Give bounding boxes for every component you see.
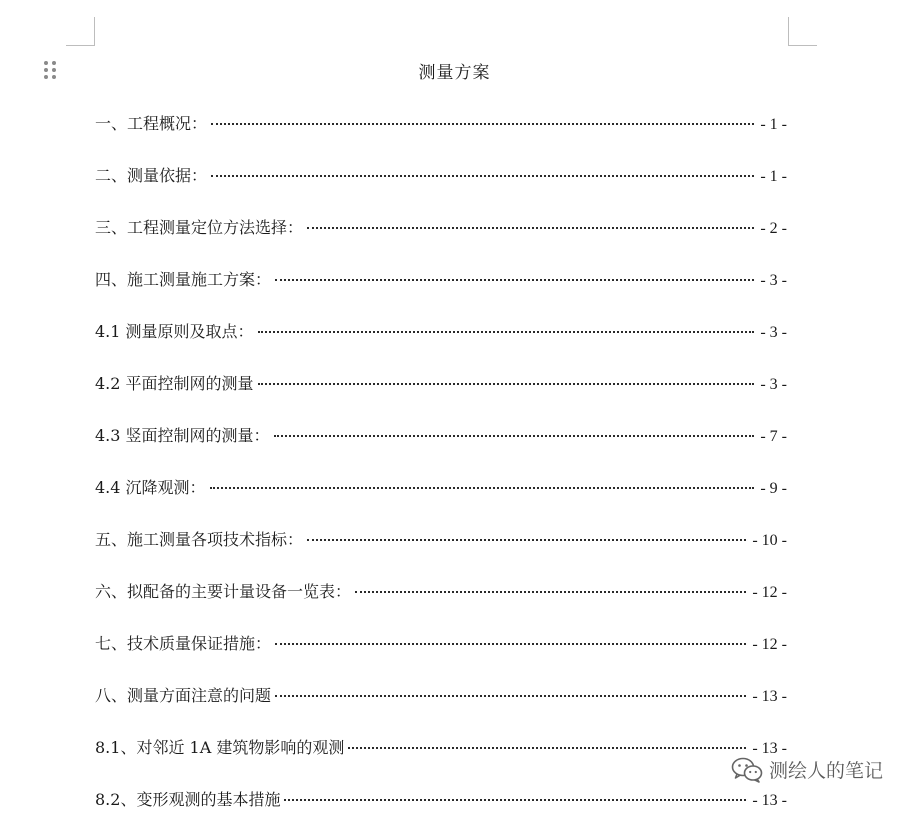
toc-entry-text: 四、施工测量施工方案： (95, 270, 272, 289)
toc-entry-text: 4.4 沉降观测： (95, 478, 206, 497)
toc-dot-leader (211, 123, 754, 125)
toc-page-number: - 3 - (760, 376, 787, 393)
toc-entry-text: 8.2、变形观测的基本措施 (95, 790, 281, 809)
toc-page-number: - 13 - (752, 740, 787, 757)
toc-entry-text: 8.1、对邻近 1A 建筑物影响的观测 (95, 738, 345, 757)
toc-dot-leader (275, 643, 746, 645)
toc-dot-leader (275, 695, 746, 697)
watermark (731, 756, 883, 783)
wechat-icon (731, 757, 763, 783)
toc-entry[interactable] (95, 111, 787, 163)
document-title: 测量方案 (418, 63, 491, 83)
toc-entry-text: 4.2 平面控制网的测量 (95, 374, 254, 393)
toc-dot-leader (275, 279, 754, 281)
toc-page-number: - 13 - (752, 792, 787, 809)
toc-page-number: - 7 - (760, 428, 787, 445)
toc-page-number: - 1 - (760, 168, 787, 185)
toc-entry-text: 4.3 竖面控制网的测量： (95, 426, 270, 445)
toc-page-number: - 3 - (760, 324, 787, 341)
toc-entry[interactable] (95, 423, 787, 475)
toc-dot-leader (284, 799, 746, 801)
toc-dot-leader (258, 331, 755, 333)
toc-entry-text: 五、施工测量各项技术指标： (95, 530, 304, 549)
toc-entry[interactable] (95, 371, 787, 423)
toc-page-number: - 13 - (752, 688, 787, 705)
toc-entry[interactable] (95, 475, 787, 527)
page-corner-mark-top-right (788, 17, 817, 46)
toc-dot-leader (355, 591, 746, 593)
toc-entry-text: 4.1 测量原则及取点： (95, 322, 254, 341)
toc-page-number: - 3 - (760, 272, 787, 289)
toc-page-number: - 12 - (752, 584, 787, 601)
toc-entry[interactable] (95, 787, 787, 839)
toc-entry-text: 八、测量方面注意的问题 (95, 686, 272, 705)
toc-dot-leader (258, 383, 755, 385)
toc-entry-text: 一、工程概况： (95, 114, 208, 133)
toc-entry-text: 三、工程测量定位方法选择： (95, 218, 304, 237)
table-of-contents (95, 111, 787, 839)
page-corner-mark-top-left (66, 17, 95, 46)
toc-entry[interactable] (95, 267, 787, 319)
toc-entry[interactable] (95, 215, 787, 267)
toc-dot-leader (210, 487, 755, 489)
toc-dot-leader (211, 175, 754, 177)
toc-entry[interactable] (95, 163, 787, 215)
toc-entry[interactable] (95, 527, 787, 579)
toc-page-number: - 12 - (752, 636, 787, 653)
toc-entry[interactable] (95, 735, 787, 787)
toc-dot-leader (307, 539, 746, 541)
watermark-text: 测绘人的笔记 (768, 760, 883, 782)
toc-dot-leader (307, 227, 754, 229)
toc-entry[interactable] (95, 683, 787, 735)
toc-dot-leader (348, 747, 746, 749)
toc-entry[interactable] (95, 579, 787, 631)
toc-dot-leader (274, 435, 755, 437)
toc-page-number: - 9 - (760, 480, 787, 497)
toc-entry[interactable] (95, 319, 787, 371)
toc-page-number: - 2 - (760, 220, 787, 237)
toc-entry-text: 二、测量依据： (95, 166, 208, 185)
toc-page-number: - 1 - (760, 116, 787, 133)
toc-page-number: - 10 - (752, 532, 787, 549)
toc-entry[interactable] (95, 631, 787, 683)
toc-entry-text: 七、技术质量保证措施： (95, 634, 272, 653)
toc-entry-text: 六、拟配备的主要计量设备一览表： (95, 582, 352, 601)
